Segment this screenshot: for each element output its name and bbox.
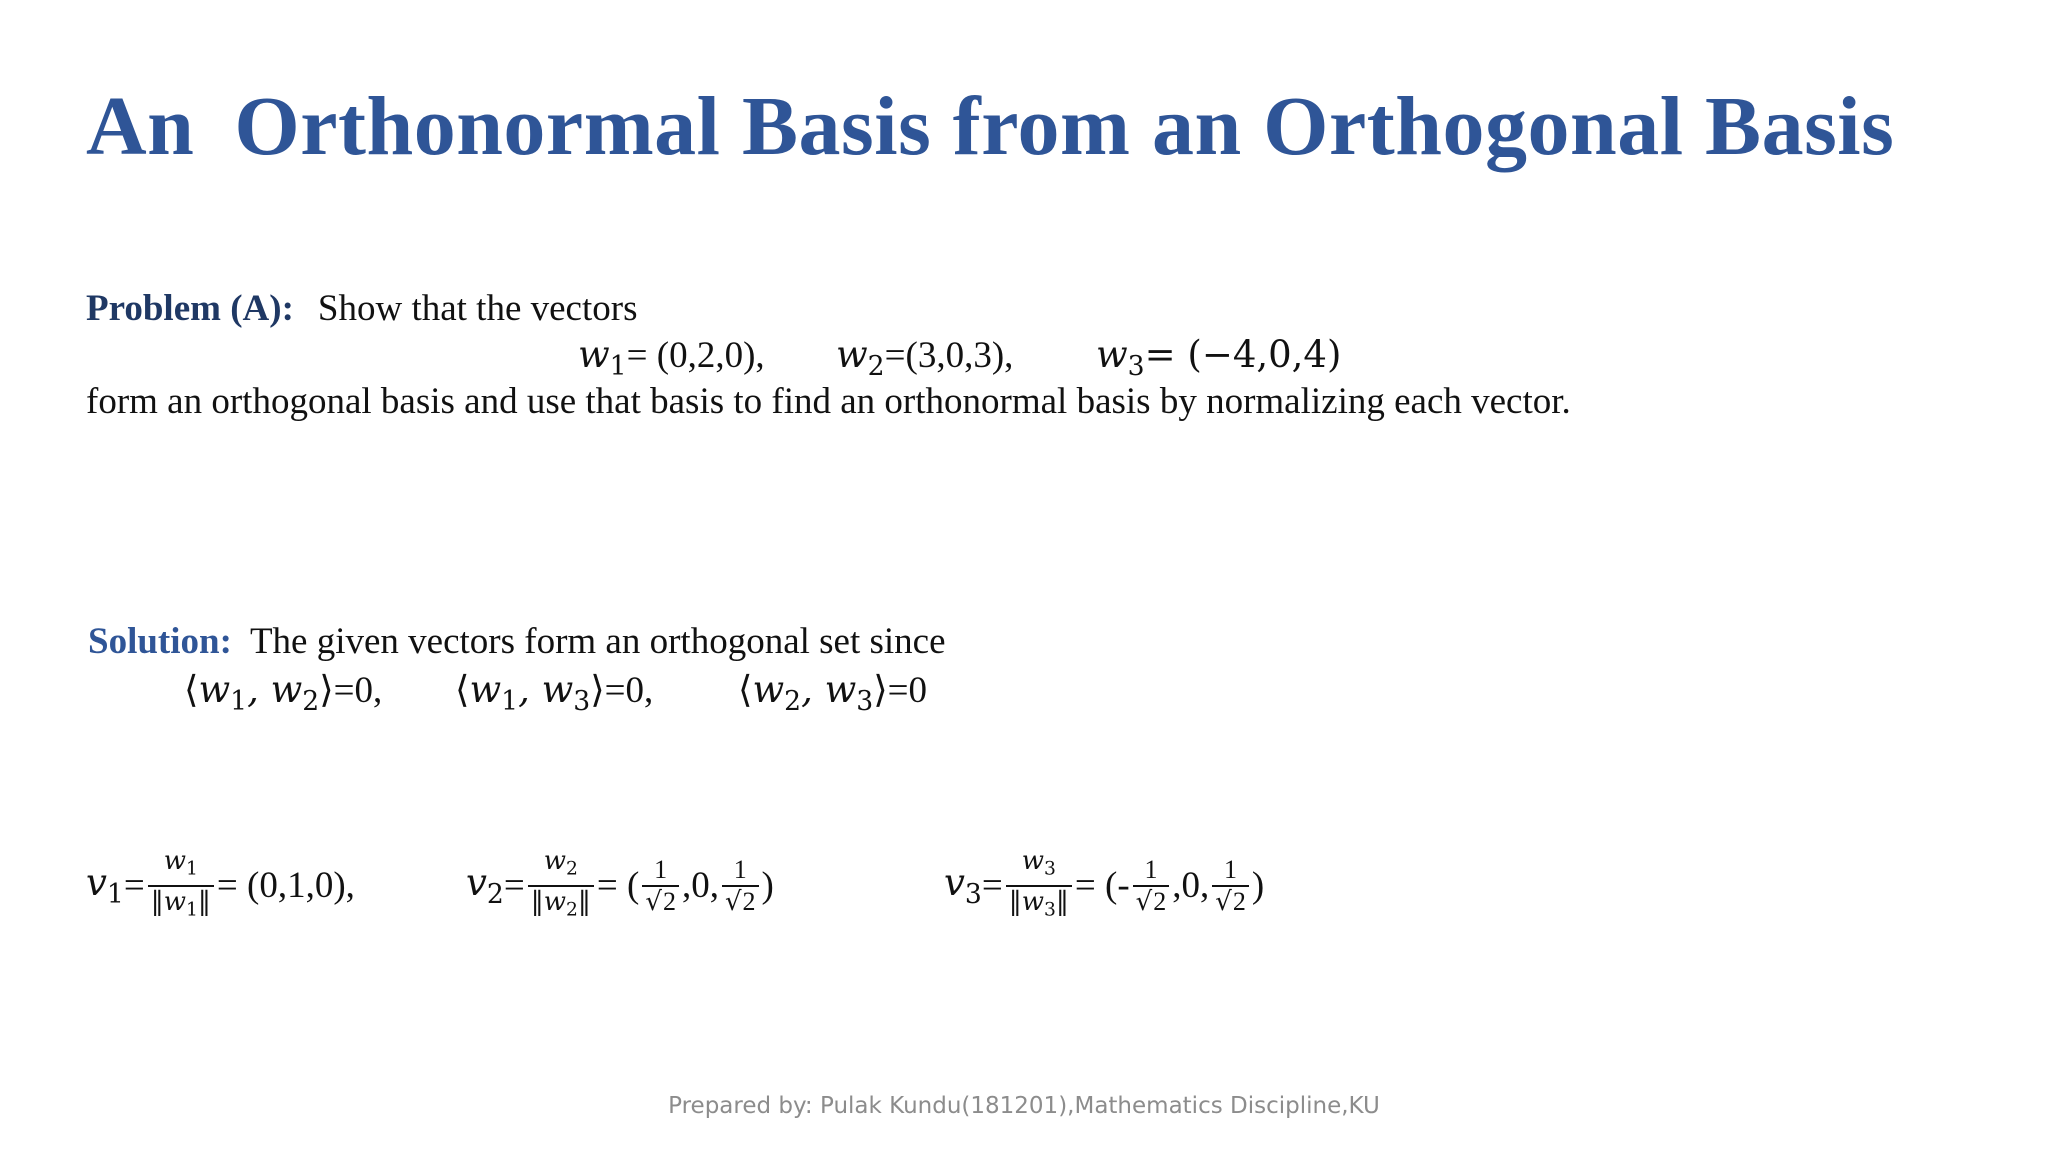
inner-product-w1-w2: $⟨w_1$, $w_2⟩=0$,	[184, 668, 383, 717]
normalized-v2: $v_2$ = $\frac{w_2}{‖w_2‖}$ = ( $\frac{1}{√2}$ ,0, $\frac{1}{√2}$ )	[466, 846, 774, 925]
normalized-v3: $v_3$ = $\frac{w_3}{‖w_3‖}$ = (- $\frac{1}{√2}$ ,0, $\frac{1}{√2}$ )	[944, 846, 1264, 925]
vector-w2: $w_2=(3,0,3)$,	[836, 333, 1014, 382]
v2-suffix: )	[761, 865, 774, 907]
problem-intro: Show that the vectors	[317, 288, 638, 329]
normalized-v1: $v_1$ = $\frac{w_1}{‖w_1‖}$ = (0,1,0),	[86, 846, 355, 925]
solution-label: Solution:	[88, 621, 232, 662]
vector-w2-value: =(3,0,3),	[884, 335, 1014, 376]
v3-result-prefix: = (-	[1074, 865, 1130, 907]
slide-title	[86, 78, 1894, 175]
v3-component-3: $\frac{1}{√2}$	[1212, 855, 1249, 917]
solution-line	[88, 620, 946, 663]
title-word-an: An	[86, 80, 195, 173]
v2-mid: ,0,	[681, 865, 719, 907]
v3-fraction: $\frac{w_3}{‖w_3‖}$	[1006, 846, 1072, 925]
inner-product-w1-w3: $⟨w_1$, $w_3⟩=0$,	[455, 668, 654, 717]
v1-fraction: $\frac{w_1}{‖w_1‖}$	[148, 846, 214, 925]
v3-component-1: $\frac{1}{√2}$	[1133, 855, 1170, 917]
inner-product-w1-w3-value: =0,	[604, 670, 654, 711]
title-rest: Orthonormal Basis from an Orthogonal Basis	[234, 80, 1895, 173]
footer-credit: Prepared by: Pulak Kundu(181201),Mathematics Discipline,KU	[668, 1093, 1380, 1119]
vector-w3: $w_3= (-4,0,4)$	[1096, 333, 1342, 382]
v3-mid: ,0,	[1172, 865, 1210, 907]
problem-label: Problem (A):	[86, 288, 294, 329]
v2-fraction: $\frac{w_2}{‖w_2‖}$	[528, 846, 594, 925]
v2-result-prefix: = (	[596, 865, 640, 907]
vector-w1-value: = (0,2,0),	[626, 335, 765, 376]
vector-w1: $w_1= (0,2,0)$,	[578, 333, 765, 382]
v3-suffix: )	[1251, 865, 1265, 907]
problem-line	[86, 287, 637, 330]
v2-component-3: $\frac{1}{√2}$	[722, 855, 759, 917]
problem-statement: form an orthogonal basis and use that basis to find an orthonormal basis by normalizing each vector.	[86, 381, 1571, 422]
solution-text: The given vectors form an orthogonal set since	[249, 621, 946, 662]
v1-result: = (0,1,0),	[216, 865, 355, 907]
v2-component-1: $\frac{1}{√2}$	[642, 855, 679, 917]
inner-product-w1-w2-value: =0,	[333, 670, 383, 711]
inner-product-w2-w3: $⟨w_2$, $w_3⟩=0$	[738, 668, 928, 717]
inner-product-w2-w3-value: =0	[887, 670, 928, 711]
vector-w3-value: = (−4,0,4)	[1144, 333, 1342, 376]
